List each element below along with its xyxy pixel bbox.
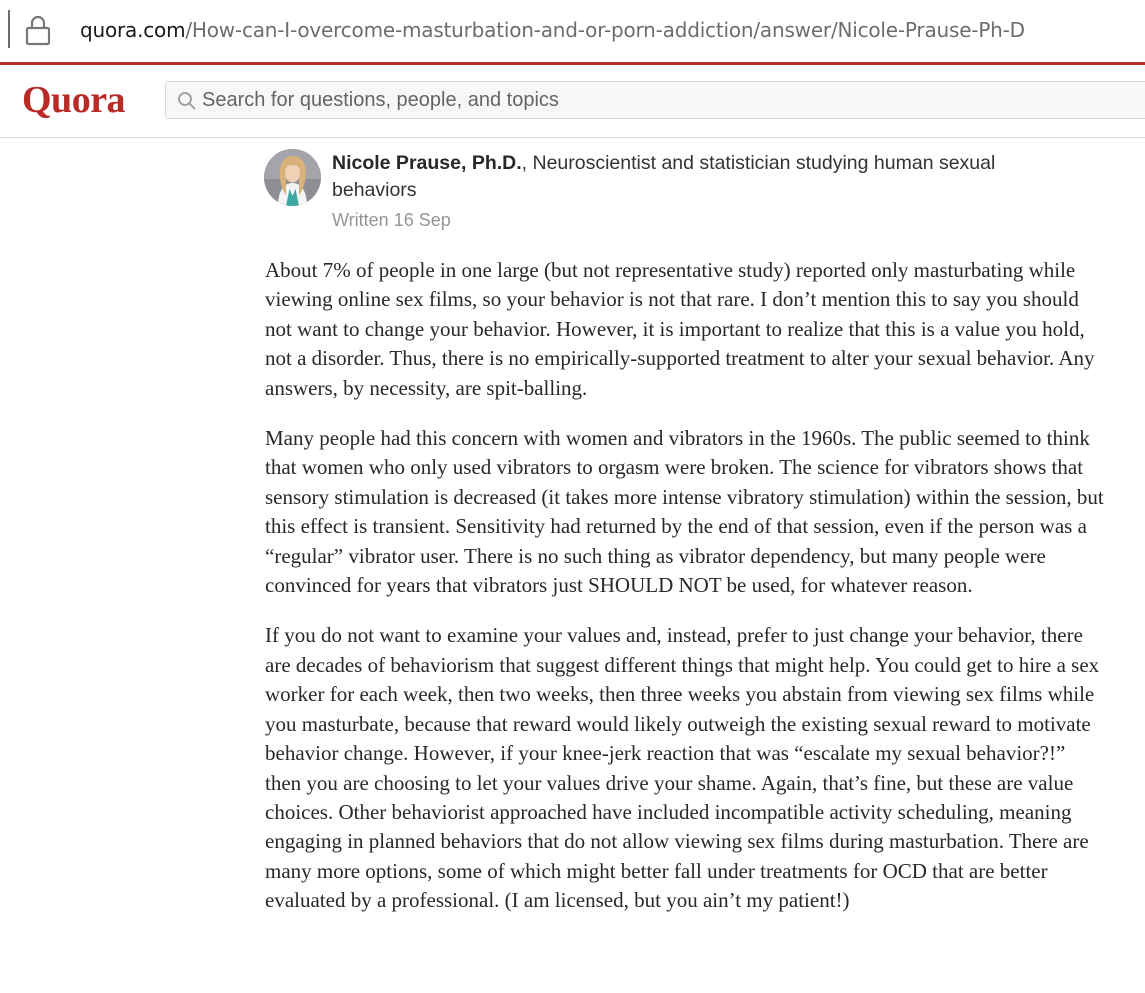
browser-address-bar[interactable] bbox=[0, 0, 1145, 62]
site-header bbox=[0, 65, 1145, 138]
window-edge bbox=[8, 10, 10, 48]
answer-body bbox=[265, 256, 1105, 937]
written-date[interactable]: Written 16 Sep bbox=[332, 210, 451, 230]
search-box[interactable] bbox=[165, 81, 1145, 119]
url-path: /How-can-I-overcome-masturbation-and-or-porn-addiction/answer/Nicole-Prause-Ph-D bbox=[185, 18, 1025, 42]
answer-paragraph: Many people had this concern with women and vibrators in the 1960s. The public seemed to think that women who only used vibrators to orgasm were broken. The science for vibrators shows that sensory stimulation is decreased (it takes more intense vibratory stimulation) within the session, but this effect is transient. Sensitivity had returned by the end of that session, even if the person was a “regular” vibrator user. There is no such thing as vibrator dependency, but many people were convinced for years that vibrators just SHOULD NOT be used, for whatever reason. bbox=[265, 426, 1104, 598]
author-credential-line bbox=[332, 150, 1052, 204]
search-icon bbox=[177, 91, 196, 110]
author-name-link[interactable]: Nicole Prause, Ph.D. bbox=[332, 152, 522, 174]
url-host: quora.com bbox=[80, 18, 186, 42]
answer-paragraph: If you do not want to examine your values and, instead, prefer to just change your behavior, there are decades of behaviorism that suggest different things that might help. You could get to hire a sex worker for each week, then two weeks, then three weeks you abstain from viewing sex films while you masturbate, because that reward would likely outweigh the existing sexual reward to motivate behavior change. However, if your knee-jerk reaction that was “escalate my sexual behavior?!” then you are choosing to let your values drive your shame. Again, that’s fine, but these are value choices. Other behaviorist approached have included incompatible activity scheduling, meaning engaging in planned behaviors that do not allow viewing sex films during masturbation. There are many more options, some of which might better fall under treatments for OCD that are better evaluated by a professional. (I am licensed, but you ain’t my patient!) bbox=[265, 623, 1100, 913]
lock-icon bbox=[24, 14, 52, 46]
avatar-image bbox=[264, 149, 321, 206]
url-text[interactable] bbox=[80, 18, 1025, 42]
author-credential: , Neuroscientist and statistician studying human sexual behaviors bbox=[332, 152, 996, 201]
answer-paragraph: About 7% of people in one large (but not representative study) reported only masturbating while viewing online sex films, so your behavior is not that rare. I don’t mention this to say you should not want to change your behavior. However, it is important to realize that this is a value you hold, not a disorder. Thus, there is no empirically-supported treatment to alter your sexual behavior. Any answers, by necessity, are spit-balling. bbox=[265, 258, 1095, 400]
quora-logo[interactable]: Quora bbox=[22, 79, 126, 121]
avatar[interactable] bbox=[264, 149, 321, 206]
search-input[interactable] bbox=[202, 82, 1102, 118]
